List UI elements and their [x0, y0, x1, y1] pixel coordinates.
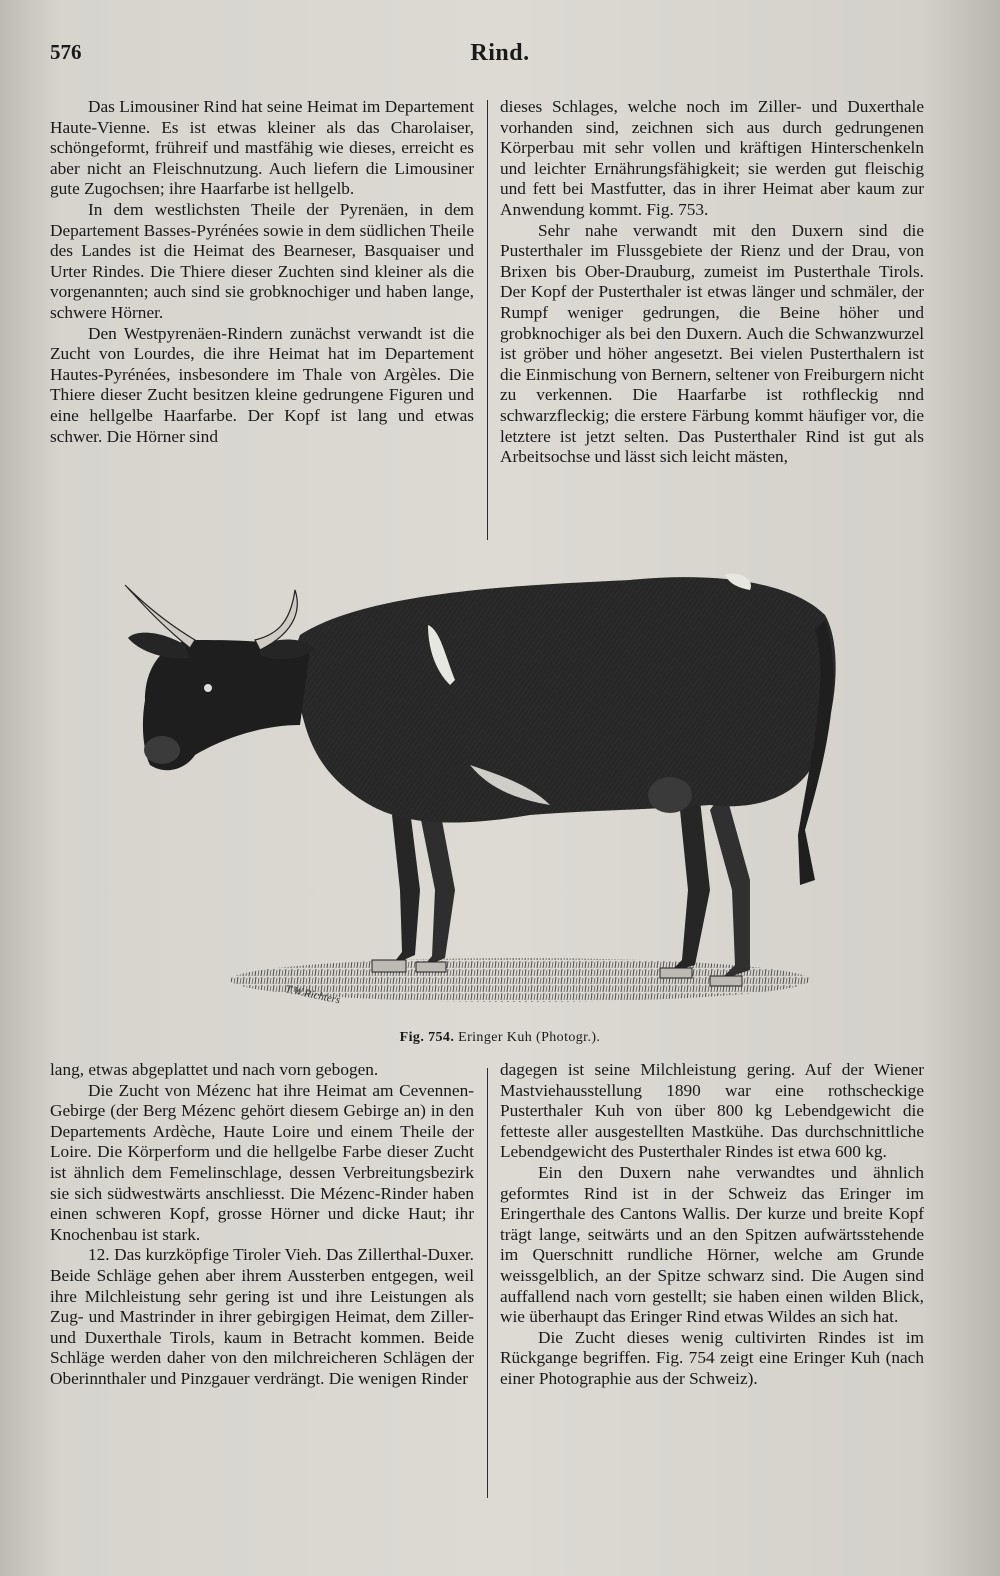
figure-caption-label: Fig. 754.	[399, 1030, 455, 1045]
bottom-left-column	[50, 1060, 474, 1390]
cow-body-shading	[295, 577, 836, 822]
udder	[648, 777, 692, 813]
hoof-hind-right	[710, 976, 742, 986]
paragraph-eringer: Ein den Duxern nahe verwandtes und ähnlich geformtes Rind ist in der Schweiz das Eringer im Eringerthale des Cantons Wallis. Der kurze und breite Kopf trägt lange, seitwärts und an den Spitzen aufwärtsstehende im Querschnitt rundliche Hörner, welche am Grunde weissgelblich, an der Spitze schwarz sind. Die Augen sind auffallend nach vorn gestellt; sie haben einen wilden Blick, wie überhaupt das Eringer Rind etwas Wildes an sich hat.	[500, 1162, 924, 1327]
paragraph-limousiner: Das Limousiner Rind hat seine Heimat im Departement Haute-Vienne. Es ist etwas kleiner als das Charolaiser, schöngeformt, frühreif und mastfähig wie dieses, erreicht es aber nicht an Fleischnutzung. Auch liefern die Limousiner gute Zugochsen; ihre Haarfarbe ist hellgelb.	[50, 97, 474, 199]
paragraph-pyrenaeen: In dem westlichsten Theile der Pyrenäen, in dem Departement Basses-Pyrénées sowie in dem südlichen Theile des Landes ist die Heimat des Bearneser, Basquaiser und Urter Rindes. Die Thiere dieser Zuchten sind kleiner als die vorgenannten; auch sind sie grobknochiger und haben lange, schwere Hörner.	[50, 199, 474, 322]
page-number: 576	[50, 40, 82, 64]
top-right-column	[500, 97, 924, 468]
hind-leg-far	[670, 800, 710, 972]
hoof-front-left	[372, 960, 406, 972]
paragraph-lourdes-continued: lang, etwas abgeplattet und nach vorn gebogen.	[50, 1060, 379, 1079]
paragraph-lourdes: Den Westpyrenäen-Rindern zunächst verwandt ist die Zucht von Lourdes, die ihre Heimat hat im Departement Hautes-Pyrénées, insbesondere im Thale von Argèles. Die Thiere dieser Zucht besitzen kleine gedrungene Figuren und eine hellgelbe Haarfarbe. Der Kopf ist lang und etwas schwer. Die Hörner sind	[50, 323, 474, 446]
paragraph-pusterthaler: Sehr nahe verwandt mit den Duxern sind die Pusterthaler im Flussgebiete der Rienz und der Drau, von Brixen bis Ober-Drauburg, zumeist im Pusterthale Tirols. Der Kopf der Pusterthaler ist etwas länger und schmäler, der Rumpf weniger gedrungen, die Beine höher und grobknochiger als bei den Duxern. Auch die Schwanzwurzel ist gröber und höher angesetzt. Bei vielen Pusterthalern ist die Einmischung von Bernern, seltener von Freiburgern nicht zu verkennen. Die Haarfarbe ist rothfleckig nnd schwarzfleckig; die erstere Färbung kommt häufiger vor, die letztere ist jetzt selten. Das Pusterthaler Rind ist gut als Arbeitsochse und lässt sich leicht mästen,	[500, 220, 924, 467]
paragraph-tiroler: 12. Das kurzköpfige Tiroler Vieh. Das Zillerthal-Duxer. Beide Schläge gehen aber ihrem Aussterben entgegen, weil ihre Milchleistung sehr gering ist und ihre Leistungen als Zug- und Mastrinder in ihrer gebirgigen Heimat, dem Ziller- und Duxerthale Tirols, kaum in Betracht kommen. Beide Schläge werden daher von den milchreicheren Schlägen der Oberinnthaler und Pinzgauer verdrängt. Die wenigen Rinder	[50, 1245, 474, 1388]
paragraph-pusterthaler-continued: dagegen ist seine Milchleistung gering. Auf der Wiener Mastviehausstellung 1890 war eine rothscheckige Pusterthaler Kuh von über 800 kg Lebendgewicht die fetteste aller ausgestellten Mastkühe. Das durchschnittliche Lebendgewicht des Pusterthaler Rindes ist etwa 600 kg.	[500, 1060, 924, 1162]
paragraph-duxer-continued: dieses Schlages, welche noch im Ziller- und Duxerthale vorhanden sind, zeichnen sich aus durch gedrungenen Körperbau mit sehr vollen und kräftigen Hinterschenkeln und leichter Ernährungsfähigkeit; sie werden gut fleischig und fett bei Mastfutter, das in ihrer Heimat aber kaum zur Anwendung kommt. Fig. 753.	[500, 97, 924, 219]
figure-caption-text: Eringer Kuh (Photogr.).	[458, 1030, 601, 1045]
cow-eye	[204, 684, 212, 692]
hind-leg-near	[710, 790, 750, 980]
paragraph-eringer-decline: Die Zucht dieses wenig cultivirten Rindes ist im Rückgange begriffen. Fig. 754 zeigt eine Eringer Kuh (nach einer Photographie aus der Schweiz).	[500, 1327, 924, 1388]
engraver-signature: T.W.Richters	[284, 983, 342, 1007]
column-rule-top	[487, 100, 488, 540]
running-head-title: Rind.	[470, 40, 530, 66]
cow-engraving	[110, 560, 870, 1020]
column-rule-bottom	[487, 1068, 488, 1498]
figure-caption	[0, 1030, 1000, 1046]
top-left-column	[50, 97, 474, 447]
bottom-right-column	[500, 1060, 924, 1390]
figure-eringer-cow	[110, 560, 870, 1020]
paragraph-mezenc: Die Zucht von Mézenc hat ihre Heimat am Cevennen-Gebirge (der Berg Mézenc gehört diesem Gebirge an) in den Departements Ardèche, Haute Loire und einem Theile der Loire. Die Körperform und die hellgelbe Farbe dieser Zucht ist ähnlich dem Femelinschlage, dessen Verbreitungsbezirk sie sich südwestwärts anschliesst. Die Mézenc-Rinder haben einen schweren Kopf, grosse Hörner und dicke Haut; ihr Knochenbau ist stark.	[50, 1080, 474, 1244]
hoof-hind-left	[660, 968, 692, 978]
cow-muzzle	[144, 736, 180, 764]
front-leg-near	[420, 810, 455, 968]
front-leg-far	[392, 810, 420, 965]
hoof-front-right	[416, 962, 446, 972]
